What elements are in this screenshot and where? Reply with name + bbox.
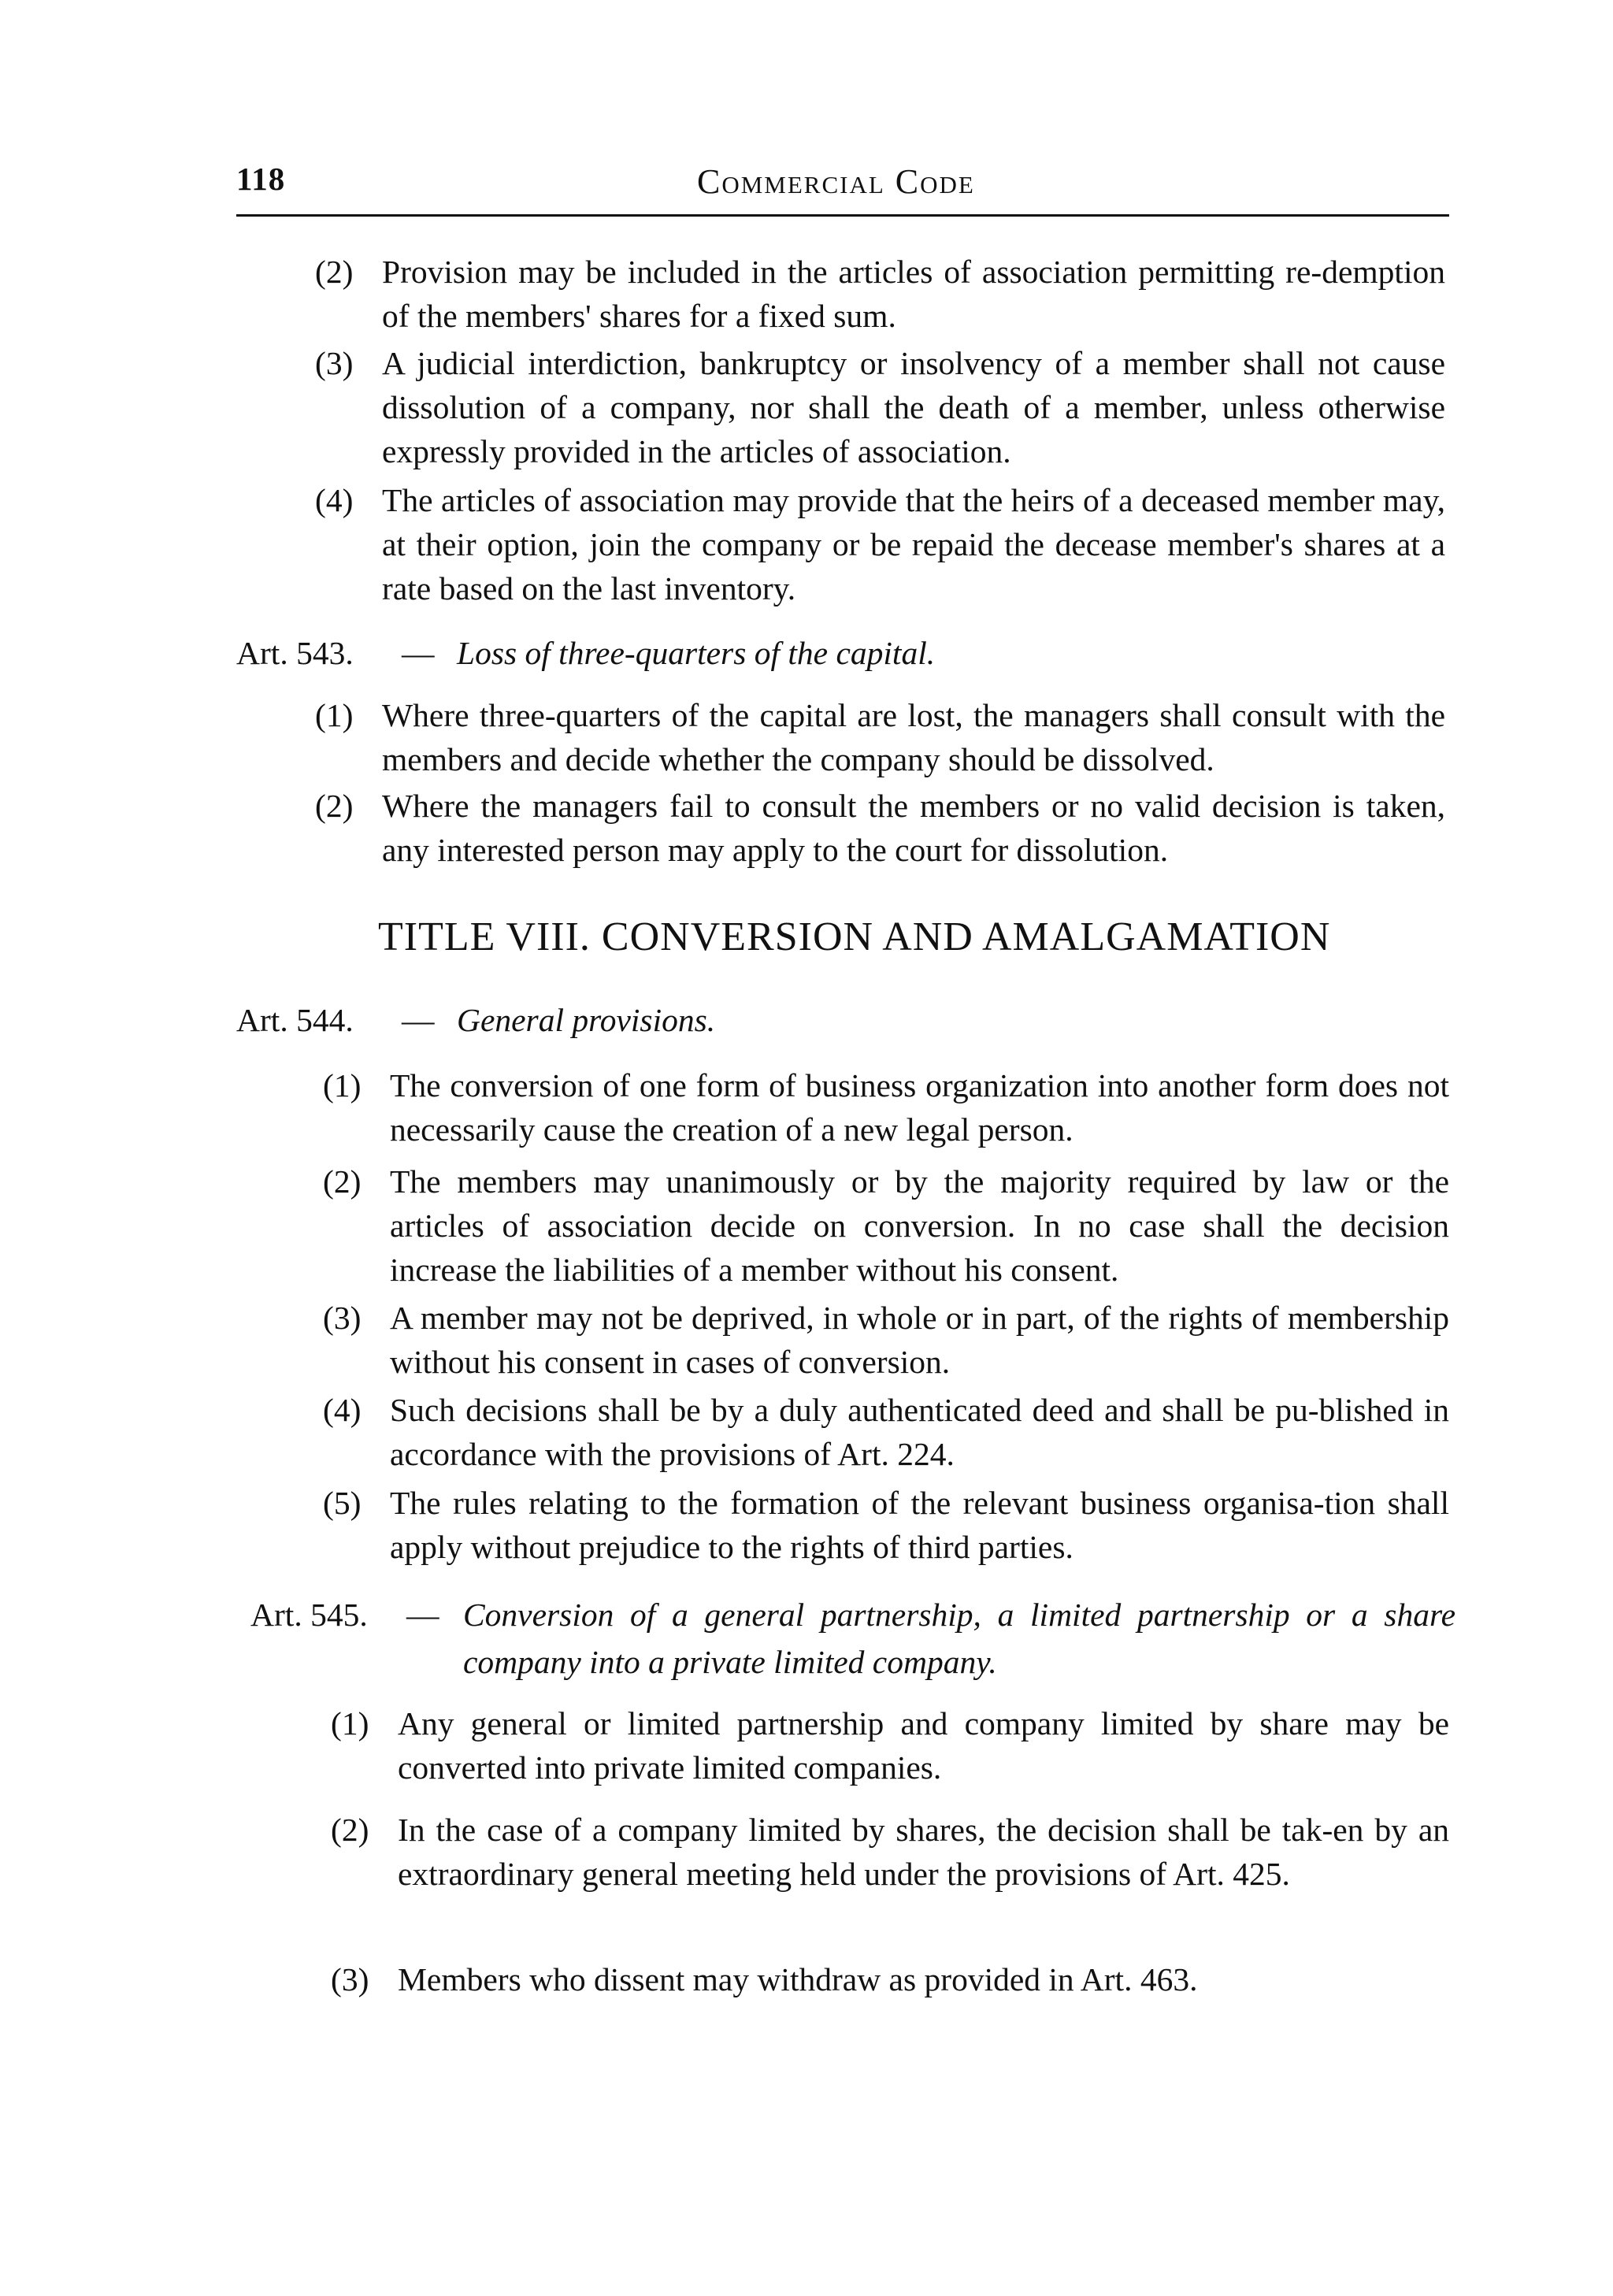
paragraph (315, 784, 1445, 872)
article-label: Art. 544. (236, 1002, 354, 1038)
paragraph-text: The articles of association may provide that the heirs of a deceased member may, at their option, join the company or be repaid the decease member's shares at a rate based on the last inventory. (382, 482, 1445, 606)
paragraph-number: (4) (323, 1392, 362, 1428)
paragraph-number: (2) (323, 1163, 362, 1200)
article-label: Art. 543. (236, 635, 354, 671)
paragraph-number: (3) (323, 1300, 362, 1336)
paragraph (323, 1388, 1449, 1476)
paragraph-text: Where the managers fail to consult the members or no valid decision is taken, any interested person may apply to the court for dissolution. (382, 788, 1445, 868)
paragraph-text: A member may not be deprived, in whole or in part, of the rights of membership without his consent in cases of conversion. (390, 1300, 1449, 1380)
article-title: Conversion of a general partnership, a limited partnership or a share company into a private limited company. (463, 1597, 1455, 1680)
paragraph-number: (2) (331, 1812, 369, 1848)
paragraph-number: (1) (331, 1705, 369, 1741)
paragraph (315, 693, 1445, 781)
running-head: Commercial Code (697, 162, 975, 201)
article-heading (250, 1591, 1455, 1693)
article-dash: — (402, 1002, 435, 1038)
article-title: General provisions. (457, 1002, 716, 1038)
paragraph-text: Any general or limited partnership and company limited by share may be converted into private limited companies. (398, 1705, 1449, 1786)
paragraph-text: Provision may be included in the articles of association permitting re-demption of the members' shares for a fixed sum. (382, 254, 1445, 334)
article-label: Art. 545. (250, 1597, 368, 1633)
page-header (236, 160, 1449, 207)
title-heading: TITLE VIII. CONVERSION AND AMALGAMATION (378, 914, 1331, 959)
paragraph-text: In the case of a company limited by shares, the decision shall be tak-en by an extraordinary general meeting held under the provisions of Art. 425. (398, 1812, 1449, 1892)
paragraph (331, 1701, 1449, 1790)
paragraph-text: Such decisions shall be by a duly authenticated deed and shall be pu-blished in accordance with the provisions of Art. 224. (390, 1392, 1449, 1472)
paragraph (323, 1296, 1449, 1384)
paragraph-number: (1) (315, 697, 354, 733)
article-heading (236, 997, 715, 1043)
paragraph-number: (2) (315, 254, 354, 290)
paragraph-number: (2) (315, 788, 354, 824)
paragraph (331, 1808, 1449, 1896)
page-number: 118 (236, 161, 286, 197)
paragraph-text: Members who dissent may withdraw as provided in Art. 463. (398, 1961, 1198, 1997)
paragraph (331, 1957, 1449, 2001)
paragraph-number: (3) (331, 1961, 369, 1997)
article-title: Loss of three-quarters of the capital. (457, 635, 936, 671)
paragraph-text: The rules relating to the formation of the relevant business organisa-tion shall apply without prejudice to the rights of third parties. (390, 1485, 1449, 1565)
paragraph (323, 1063, 1449, 1152)
paragraph (323, 1481, 1449, 1569)
paragraph (323, 1159, 1449, 1292)
article-heading (236, 630, 935, 676)
paragraph (315, 341, 1445, 473)
header-rule (236, 214, 1449, 217)
paragraph-number: (3) (315, 345, 354, 381)
paragraph-number: (4) (315, 482, 354, 518)
paragraph (315, 250, 1445, 338)
paragraph-text: A judicial interdiction, bankruptcy or insolvency of a member shall not cause dissolution of a company, nor shall the death of a member, unless otherwise expressly provided in the articles of association. (382, 345, 1445, 469)
paragraph-text: The members may unanimously or by the majority required by law or the articles of association decide on conversion. In no case shall the decision increase the liabilities of a member without his consent. (390, 1163, 1449, 1288)
article-dash: — (406, 1597, 439, 1633)
paragraph (315, 478, 1445, 610)
paragraph-text: Where three-quarters of the capital are lost, the managers shall consult with the members and decide whether the company should be dissolved. (382, 697, 1445, 777)
article-dash: — (402, 635, 435, 671)
paragraph-text: The conversion of one form of business organization into another form does not necessarily cause the creation of a new legal person. (390, 1067, 1449, 1148)
paragraph-number: (1) (323, 1067, 362, 1103)
paragraph-number: (5) (323, 1485, 362, 1521)
